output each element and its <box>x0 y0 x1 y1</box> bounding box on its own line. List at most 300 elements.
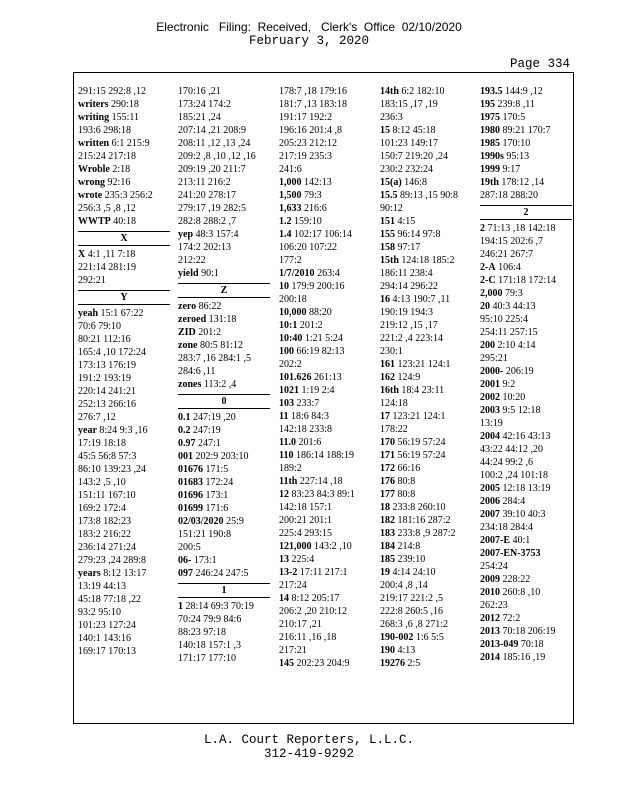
index-entry <box>380 644 472 657</box>
page-line-refs: 9:2 <box>502 379 516 390</box>
index-entry <box>480 137 572 150</box>
index-entry <box>380 410 472 423</box>
page-line-refs: 4:1 ,11 7:18 <box>87 249 136 260</box>
index-term: 176 <box>380 476 395 487</box>
index-entry <box>279 657 371 670</box>
page-line-refs: 173:13 176:19 <box>78 360 137 371</box>
index-entry <box>279 332 371 345</box>
index-entry <box>480 456 572 469</box>
index-entry <box>78 502 170 515</box>
page-line-refs: 4:14 24:10 <box>392 567 436 578</box>
page-line-refs: 241:6 <box>279 164 302 175</box>
page-line-refs: 8:12 205:17 <box>291 593 340 604</box>
page-line-refs: 200:18 <box>279 294 307 305</box>
index-entry <box>178 339 270 352</box>
index-entry <box>279 592 371 605</box>
page-line-refs: 123:21 124:1 <box>397 359 451 370</box>
index-entry <box>279 488 371 501</box>
index-entry <box>480 573 572 586</box>
page-line-refs: 95:10 225:4 <box>480 314 529 325</box>
index-term: 11.0 <box>279 437 296 448</box>
index-entry <box>480 651 572 664</box>
index-entry <box>279 137 371 150</box>
reporter-company: L.A. Court Reporters, L.L.C. <box>203 733 415 747</box>
index-entry <box>279 358 371 371</box>
index-term: 18 <box>380 502 390 513</box>
index-column-5 <box>480 85 572 664</box>
page-line-refs: 284:6 ,11 <box>178 366 216 377</box>
index-entry <box>279 644 371 657</box>
page-line-refs: 44:24 99:2 ,6 <box>480 457 534 468</box>
index-term: 162 <box>380 372 395 383</box>
index-entry <box>178 98 270 111</box>
page-line-refs: 252:13 266:16 <box>78 399 137 410</box>
page-line-refs: 169:2 172:4 <box>78 503 127 514</box>
page-line-refs: 276:7 ,12 <box>78 412 116 423</box>
index-entry <box>78 450 170 463</box>
index-entry <box>480 586 572 599</box>
index-entry <box>380 592 472 605</box>
page-line-refs: 256:3 ,5 ,8 ,12 <box>78 203 136 214</box>
index-entry <box>78 359 170 372</box>
index-entry <box>480 261 572 274</box>
index-entry <box>78 411 170 424</box>
index-entry <box>178 437 270 450</box>
index-entry <box>380 176 472 189</box>
page-line-refs: 39:10 40:3 <box>502 509 546 520</box>
page-line-refs: 189:2 <box>279 463 302 474</box>
page-line-refs: 6:1 215:9 <box>111 138 150 149</box>
index-entry <box>480 352 572 365</box>
index-entry <box>279 501 371 514</box>
index-entry <box>480 482 572 495</box>
page-line-refs: 42:16 43:13 <box>502 431 551 442</box>
index-entry <box>178 267 270 280</box>
page-line-refs: 181:16 287:2 <box>397 515 451 526</box>
page-line-refs: 8:24 9:3 ,16 <box>99 425 148 436</box>
index-entry <box>279 475 371 488</box>
index-entry <box>380 345 472 358</box>
page-line-refs: 12:18 13:19 <box>502 483 551 494</box>
page-line-refs: 173:1 <box>193 555 217 566</box>
index-entry <box>480 508 572 521</box>
index-term: zeroed <box>178 314 207 325</box>
page-line-refs: 208:11 ,12 ,13 ,24 <box>178 138 251 149</box>
page-line-refs: 178:12 ,14 <box>501 177 545 188</box>
index-entry <box>279 384 371 397</box>
page-line-refs: 89:13 ,15 90:8 <box>400 190 459 201</box>
index-entry <box>78 163 170 176</box>
index-term: 19th <box>480 177 499 188</box>
page-line-refs: 113:2 ,4 <box>203 379 237 390</box>
page-line-refs: 2:18 <box>112 164 131 175</box>
page-line-refs: 205:23 212:12 <box>279 138 338 149</box>
page-line-refs: 283:7 ,16 284:1 ,5 <box>178 353 252 364</box>
index-entry <box>78 124 170 137</box>
page-line-refs: 173:1 <box>205 490 229 501</box>
index-entry <box>380 254 472 267</box>
index-term: 10:1 <box>279 320 298 331</box>
index-entry <box>380 566 472 579</box>
index-term: yeah <box>78 308 98 319</box>
page-line-refs: 70:18 <box>520 639 544 650</box>
page-line-refs: 159:10 <box>294 216 322 227</box>
index-term: 01699 <box>178 503 203 514</box>
page-line-refs: 239:10 <box>397 554 426 565</box>
index-term: yield <box>178 268 199 279</box>
index-entry <box>178 489 270 502</box>
index-entry <box>480 443 572 456</box>
index-entry <box>279 202 371 215</box>
index-entry <box>480 176 572 189</box>
page-line-refs: 200:21 201:1 <box>279 515 333 526</box>
index-entry <box>178 189 270 202</box>
index-entry <box>380 189 472 202</box>
page-line-refs: 17:19 18:18 <box>78 438 127 449</box>
index-term: 11 <box>279 411 289 422</box>
index-term: 2007 <box>480 509 500 520</box>
index-term: 097 <box>178 568 193 579</box>
page-line-refs: 83:23 84:3 89:1 <box>291 489 355 500</box>
index-term: 2000- <box>480 366 504 377</box>
page-line-refs: 247:1 <box>198 438 221 449</box>
index-entry <box>380 241 472 254</box>
index-entry <box>78 248 170 261</box>
index-entry <box>380 85 472 98</box>
index-entry <box>380 540 472 553</box>
page-line-refs: 178:7 ,18 179:16 <box>279 86 348 97</box>
index-entry <box>480 534 572 547</box>
index-term: 06- <box>178 555 192 566</box>
page-line-refs: 186:14 188:19 <box>295 450 355 461</box>
index-entry <box>480 391 572 404</box>
index-entry <box>380 423 472 436</box>
index-entry <box>178 176 270 189</box>
index-entry <box>178 111 270 124</box>
index-entry <box>480 339 572 352</box>
page-line-refs: 295:21 <box>480 353 508 364</box>
index-entry <box>480 430 572 443</box>
index-entry <box>279 410 371 423</box>
index-entry <box>480 378 572 391</box>
page-line-refs: 171:17 177:10 <box>178 653 237 664</box>
index-term: 1999 <box>480 164 500 175</box>
page-line-refs: 13:19 <box>480 418 503 429</box>
page-line-refs: 214:8 <box>397 541 421 552</box>
page-line-refs: 246:21 267:7 <box>480 249 534 260</box>
page-line-refs: 191:2 193:19 <box>78 373 132 384</box>
page-line-refs: 90:1 <box>201 268 219 279</box>
page-line-refs: 45:5 56:8 57:3 <box>78 451 137 462</box>
index-entry <box>279 540 371 553</box>
page-line-refs: 15:1 67:22 <box>100 308 144 319</box>
index-entry <box>380 384 472 397</box>
index-entry <box>480 612 572 625</box>
filing-stamp-line: Electronic Filing: Received, Clerk's Office 02/10/2020 <box>156 20 462 34</box>
page-line-refs: 200:4 ,8 ,14 <box>380 580 428 591</box>
page-line-refs: 254:24 <box>480 561 508 572</box>
index-term: zone <box>178 340 198 351</box>
page-line-refs: 143:2 ,5 ,10 <box>78 477 126 488</box>
page-line-refs: 86:10 139:23 ,24 <box>78 464 147 475</box>
index-entry <box>78 567 170 580</box>
index-entry <box>78 385 170 398</box>
page-line-refs: 1:6 5:5 <box>415 632 444 643</box>
index-entry <box>178 137 270 150</box>
index-entry <box>78 274 170 287</box>
index-entry <box>279 111 371 124</box>
index-entry <box>178 241 270 254</box>
index-entry <box>480 625 572 638</box>
page-line-refs: 268:3 ,6 ,8 271:2 <box>380 619 449 630</box>
index-term: 16 <box>380 294 390 305</box>
section-letter-header: 0 <box>178 394 270 409</box>
index-entry <box>178 313 270 326</box>
index-term: 1021 <box>279 385 299 396</box>
page-line-refs: 233:8 ,9 287:2 <box>397 528 456 539</box>
index-entry <box>380 98 472 111</box>
page-line-refs: 9:5 12:18 <box>502 405 541 416</box>
index-entry <box>279 189 371 202</box>
page-line-refs: 183:2 216:22 <box>78 529 132 540</box>
index-entry <box>178 463 270 476</box>
page-line-refs: 1:21 5:24 <box>304 333 343 344</box>
page-line-refs: 212:22 <box>178 255 206 266</box>
index-entry <box>279 371 371 384</box>
page-line-refs: 13:19 44:13 <box>78 581 127 592</box>
index-entry <box>279 566 371 579</box>
index-entry <box>279 215 371 228</box>
page-line-refs: 95:13 <box>506 151 530 162</box>
index-term: 190 <box>380 645 395 656</box>
index-entry <box>380 657 472 670</box>
index-entry <box>380 202 472 215</box>
index-entry <box>480 150 572 163</box>
index-entry <box>279 514 371 527</box>
section-letter-header: Z <box>178 283 270 298</box>
page-line-refs: 28:14 69:3 70:19 <box>185 601 254 612</box>
page-line-refs: 80:21 112:16 <box>78 334 131 345</box>
page-line-refs: 201:2 <box>198 327 222 338</box>
index-entry <box>78 398 170 411</box>
index-entry <box>480 495 572 508</box>
page-line-refs: 80:8 <box>397 489 416 500</box>
page-line-refs: 40:3 44:13 <box>492 301 536 312</box>
index-entry <box>480 300 572 313</box>
page-line-refs: 207:14 ,21 208:9 <box>178 125 247 136</box>
index-entry <box>279 163 371 176</box>
index-term: 2 <box>480 223 485 234</box>
page-line-refs: 247:19 ,20 <box>193 412 236 423</box>
index-term: 190-002 <box>380 632 414 643</box>
index-term: year <box>78 425 97 436</box>
index-term: 195 <box>480 99 495 110</box>
index-column-4 <box>380 85 472 670</box>
page-line-refs: 292:21 <box>78 275 106 286</box>
page-line-refs: 191:17 192:2 <box>279 112 333 123</box>
index-entry <box>78 150 170 163</box>
section-letter-header: 2 <box>480 205 572 220</box>
page-line-refs: 213:11 216:2 <box>178 177 231 188</box>
page-line-refs: 174:2 202:13 <box>178 242 232 253</box>
index-entry <box>178 300 270 313</box>
index-term: 17 <box>380 411 390 422</box>
page-line-refs: 79:3 <box>304 190 322 201</box>
index-term: 001 <box>178 451 193 462</box>
index-entry <box>78 541 170 554</box>
page-line-refs: 56:19 57:24 <box>397 437 446 448</box>
index-entry <box>178 639 270 652</box>
index-entry <box>380 449 472 462</box>
page-line-refs: 25:9 <box>226 516 244 527</box>
index-entry <box>279 527 371 540</box>
index-term: 2013-049 <box>480 639 519 650</box>
page-line-refs: 90:12 <box>380 203 403 214</box>
index-entry <box>78 580 170 593</box>
index-term: 10:40 <box>279 333 303 344</box>
page-line-refs: 150:7 219:20 ,24 <box>380 151 449 162</box>
index-entry <box>78 189 170 202</box>
index-term: 184 <box>380 541 395 552</box>
index-entry <box>78 98 170 111</box>
page-line-refs: 124:18 <box>380 398 408 409</box>
index-entry <box>78 111 170 124</box>
page-line-refs: 1:19 2:4 <box>301 385 335 396</box>
index-entry <box>78 424 170 437</box>
page-line-refs: 131:18 <box>208 314 237 325</box>
page-line-refs: 230:1 <box>380 346 403 357</box>
page-line-refs: 97:17 <box>397 242 421 253</box>
index-entry <box>279 319 371 332</box>
page-line-refs: 45:18 77:18 ,22 <box>78 594 142 605</box>
page-line-refs: 190:19 194:3 <box>380 307 434 318</box>
index-term: 145 <box>279 658 294 669</box>
page-line-refs: 225:4 <box>291 554 315 565</box>
index-entry <box>279 306 371 319</box>
index-term: 2009 <box>480 574 500 585</box>
index-entry <box>78 489 170 502</box>
index-entry <box>279 254 371 267</box>
index-entry <box>380 618 472 631</box>
index-entry <box>279 267 371 280</box>
index-term: 01696 <box>178 490 203 501</box>
index-term: 2013 <box>480 626 500 637</box>
index-term: 13 <box>279 554 289 565</box>
index-term: 100 <box>279 346 294 357</box>
index-term: 121,000 <box>279 541 312 552</box>
page-line-refs: 4:13 190:7 ,11 <box>392 294 451 305</box>
index-entry <box>279 85 371 98</box>
page-line-refs: 200:5 <box>178 542 201 553</box>
page-line-refs: 236:3 <box>380 112 403 123</box>
page-line-refs: 220:14 241:21 <box>78 386 137 397</box>
index-entry <box>178 202 270 215</box>
index-entry <box>178 600 270 613</box>
page-line-refs: 290:18 <box>111 99 139 110</box>
index-entry <box>279 228 371 241</box>
index-term: 2014 <box>480 652 500 663</box>
page-line-refs: 172:24 <box>205 477 234 488</box>
page-line-refs: 219:12 ,15 ,17 <box>380 320 438 331</box>
index-term: 1/7/2010 <box>279 268 315 279</box>
page-line-refs: 246:24 247:5 <box>195 568 249 579</box>
index-entry <box>178 528 270 541</box>
index-entry <box>178 613 270 626</box>
index-term: 15(a) <box>380 177 402 188</box>
page-line-refs: 201:2 <box>299 320 323 331</box>
index-entry <box>78 515 170 528</box>
page-line-refs: 79:3 <box>505 288 523 299</box>
page-line-refs: 4:13 <box>397 645 416 656</box>
index-entry <box>480 124 572 137</box>
index-term: 15.5 <box>380 190 398 201</box>
index-entry <box>480 417 572 430</box>
index-entry <box>178 567 270 580</box>
index-term: 2006 <box>480 496 500 507</box>
page-line-refs: 96:14 97:8 <box>397 229 441 240</box>
section-letter-header: X <box>78 231 170 246</box>
index-term: 151 <box>380 216 395 227</box>
index-term: wrote <box>78 190 103 201</box>
page-line-refs: 193:6 298:18 <box>78 125 132 136</box>
page-line-refs: 140:18 157:1 ,3 <box>178 640 242 651</box>
index-entry <box>380 215 472 228</box>
index-term: 1985 <box>480 138 500 149</box>
page-line-refs: 206:19 <box>505 366 534 377</box>
index-entry <box>178 365 270 378</box>
index-entry <box>279 553 371 566</box>
index-term: WWTP <box>78 216 111 227</box>
page-line-refs: 221:14 281:19 <box>78 262 137 273</box>
index-entry <box>380 462 472 475</box>
index-term: yep <box>178 229 193 240</box>
page-line-refs: 80:5 81:12 <box>199 340 244 351</box>
index-term: 13-2 <box>279 567 298 578</box>
index-entry <box>279 293 371 306</box>
page-line-refs: 294:14 296:22 <box>380 281 439 292</box>
page-line-refs: 2:10 4:14 <box>497 340 536 351</box>
index-term: 193.5 <box>480 86 503 97</box>
index-term: 15 <box>380 125 390 136</box>
page-line-refs: 217:21 <box>279 645 307 656</box>
page-line-refs: 209:2 ,8 ,10 ,12 ,16 <box>178 151 256 162</box>
page-line-refs: 144:9 ,12 <box>505 86 543 97</box>
index-term: 185 <box>380 554 395 565</box>
page-line-refs: 216:6 <box>304 203 327 214</box>
page-line-refs: 216:11 ,16 ,18 <box>279 632 337 643</box>
page-line-refs: 151:11 167:10 <box>78 490 136 501</box>
index-entry <box>178 411 270 424</box>
page-line-refs: 202:9 203:10 <box>195 451 249 462</box>
index-entry <box>78 632 170 645</box>
page-line-refs: 222:8 260:5 ,16 <box>380 606 444 617</box>
page-line-refs: 186:11 238:4 <box>380 268 433 279</box>
index-entry <box>279 579 371 592</box>
index-entry <box>480 85 572 98</box>
index-term: 20 <box>480 301 490 312</box>
page-line-refs: 71:13 ,18 142:18 <box>487 223 556 234</box>
index-entry <box>178 541 270 554</box>
page-line-refs: 170:10 <box>502 138 531 149</box>
index-term: 2-A <box>480 262 496 273</box>
index-term: 1,500 <box>279 190 302 201</box>
page-line-refs: 261:13 <box>314 372 342 383</box>
index-term: 01676 <box>178 464 203 475</box>
page-line-refs: 165:4 ,10 172:24 <box>78 347 147 358</box>
index-entry <box>380 150 472 163</box>
index-entry <box>178 626 270 639</box>
index-entry <box>480 365 572 378</box>
